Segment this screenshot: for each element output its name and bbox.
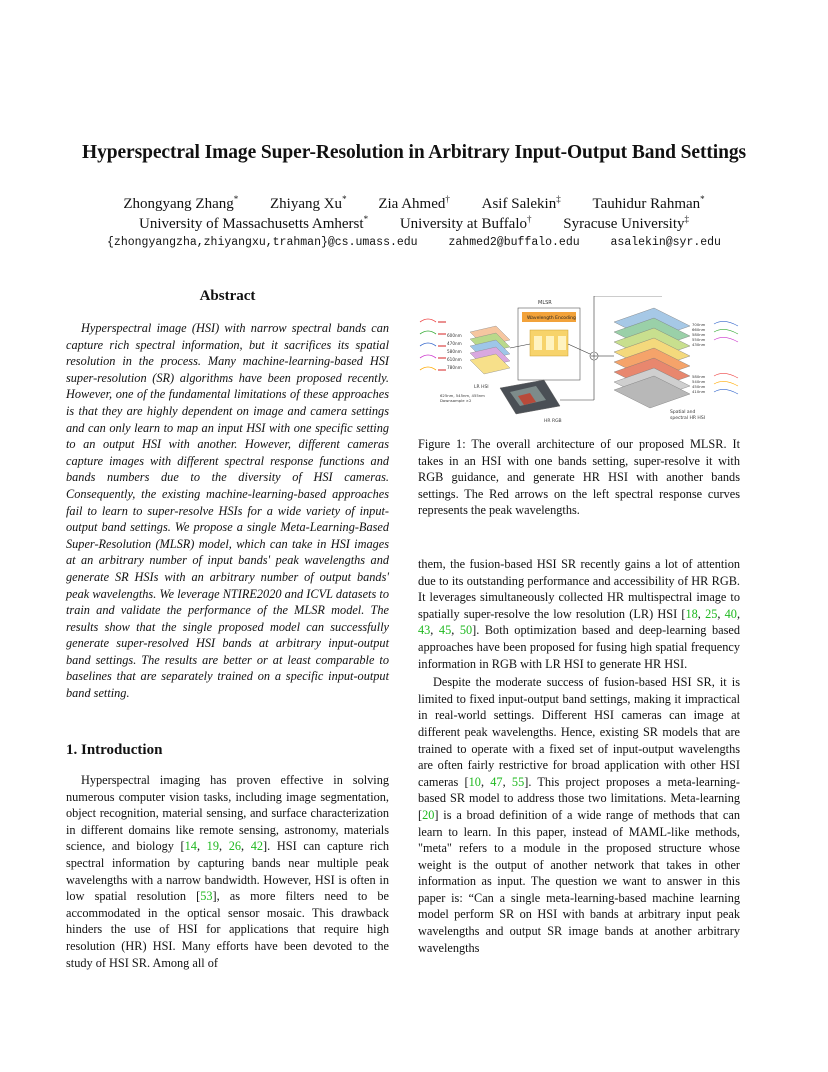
- citation-link[interactable]: 50: [459, 623, 473, 638]
- band-label: 430nm: [692, 342, 706, 347]
- author-list: [60, 194, 768, 213]
- band-label: 550nm: [692, 337, 706, 342]
- hr-rgb-image: [500, 380, 560, 414]
- citation-link[interactable]: 47: [490, 774, 503, 789]
- mlsr-label: MLSR: [538, 300, 552, 306]
- abstract-heading: Abstract: [199, 288, 256, 304]
- citation-link[interactable]: 20: [422, 807, 435, 822]
- paper-title: Hyperspectral Image Super-Resolution in Arbitrary Input-Output Band Settings: [82, 142, 746, 163]
- citation-link[interactable]: 26: [228, 839, 241, 854]
- affiliation-list: [60, 214, 768, 233]
- citation-link[interactable]: 43: [418, 623, 431, 638]
- band-label: 580nm: [447, 349, 462, 354]
- author: Zhongyang Zhang*: [123, 194, 239, 212]
- citation-link[interactable]: 10: [468, 774, 481, 789]
- band-label: 410nm: [692, 389, 706, 394]
- band-label: 700nm: [692, 322, 706, 327]
- citation-link[interactable]: 53: [200, 889, 213, 904]
- output-hsi-stack: [614, 308, 690, 408]
- lr-hsi-label: LR HSI: [474, 385, 489, 390]
- architecture-figure: [418, 296, 740, 426]
- band-label: 660nm: [692, 327, 706, 332]
- output-spectral-curves: [714, 321, 738, 394]
- author: Zia Ahmed†: [378, 194, 450, 212]
- band-label: 450nm: [692, 384, 706, 389]
- band-label: 540nm: [692, 379, 706, 384]
- lr-hsi-stack: [470, 326, 510, 374]
- citation-link[interactable]: 18: [685, 606, 698, 621]
- band-label: 580nm: [692, 374, 706, 379]
- encoding-label: Wavelength Encoding: [527, 316, 576, 321]
- figure-caption: Figure 1: The overall architecture of our proposed MLSR. It takes in an HSI with one bands setting, super-resolve it with RGB guidance, and generate HR HSI with another bands settings. The Red arrows on the left spectral response curves represents the peak wavelengths.: [418, 437, 740, 518]
- paragraph: Despite the moderate success of fusion-based HSI SR, it is limited to fixed input-output band settings, making it impractical in real-world settings. Different HSI cameras can image at different peak wavelengths. Hence, existing SR models that are trained to operate with a fixed set of input-output wavelengths are often fairly restrictive for broad application with other HSI cameras [10, 47, 55]. This project proposes a meta-learning-based SR model to address those two limitations. Meta-learning [20] is a broad definition of a wide range of methods that can learn to learn. In this paper, instead of MAML-like methods, "meta" refers to a module in the proposed structure whose weight is the output of another network that takes in other information as input. The question we want to answer in this paper is: “Can a single meta-learning-based machine learning model perform SR on HSI with bands at arbitrary input peak wavelengths and output SR image bands at another arbitrary wavelengths: [418, 675, 741, 955]
- affiliation: University of Massachusetts Amherst*: [139, 214, 369, 232]
- output-label: spectral HR HSI: [670, 416, 706, 421]
- email: zahmed2@buffalo.edu: [448, 236, 580, 249]
- citation-link[interactable]: 19: [206, 839, 219, 854]
- citation-link[interactable]: 45: [438, 623, 452, 638]
- spectral-response-curves: [420, 319, 446, 370]
- citation-link[interactable]: 25: [705, 606, 718, 621]
- band-label: 600nm: [447, 333, 462, 338]
- downsample-label: Downsample ×2: [440, 398, 472, 403]
- abstract-text: Hyperspectral image (HSI) with narrow spectral bands can capture rich spectral information, but it sacrifices its spatial resolution in the process. Many machine-learning-based HSI super-resolution (SR) algorithms have been proposed recently. However, one of the fundamental limitations of these approaches is that they are highly dependent on image and camera settings and can only learn to map an input HSI with one specific setting to an output HSI with another. However, different cameras capture images with different spectral response functions and bands numbers due to the diversity of HSI cameras. Consequently, the existing machine-learning-based approaches fail to learn to super-resolve HSIs for a wide variety of input-output band settings. We propose a single Meta-Learning-Based Super-Resolution (MLSR) model, which can take in HSI images at an arbitrary number of input bands' peak wavelengths and generate SR HSIs with an arbitrary number of output bands' peak wavelengths. We leverage NTIRE2020 and ICVL datasets to train and validate the performance of the MLSR model. The results show that the single proposed model can successfully generate super-resolved HSI bands at arbitrary input-output band settings. The results are better or at least comparable to baselines that are separately trained on a specific input-output band setting.: [66, 321, 389, 701]
- introduction-body: [66, 772, 389, 971]
- right-column-body: [418, 556, 740, 956]
- output-label: Spatial and: [670, 410, 696, 415]
- email-list: [60, 236, 768, 249]
- paragraph: Hyperspectral imaging has proven effective in solving numerous computer vision tasks, including image segmentation, object recognition, material sensing, and surface characterization in different domains like remote sensing, astronomy, materials science, and biology [14, 19, 26, 42]. HSI can capture rich spectral information by capturing bands near multiple peak wavelengths with a narrow bandwidth. However, HSI is often in low spatial resolution [53], as more filters need to be accommodated in the optical sensor mosaic. This drawback hinders the use of HSI for applications that require high resolution (HR) HSI. Many efforts have been devoted to the study of HSI SR. Among all of: [66, 773, 389, 970]
- hr-rgb-label: HR RGB: [544, 419, 562, 424]
- email: asalekin@syr.edu: [610, 236, 721, 249]
- citation-link[interactable]: 14: [184, 839, 197, 854]
- band-label: 470nm: [447, 341, 462, 346]
- abstract-body: [66, 320, 389, 702]
- citation-link[interactable]: 42: [250, 839, 264, 854]
- email: {zhongyangzha,zhiyangxu,trahman}@cs.umass.edu: [107, 236, 418, 249]
- author: Asif Salekin‡: [481, 194, 561, 212]
- band-label: 580nm: [692, 332, 706, 337]
- author: Zhiyang Xu*: [269, 194, 347, 212]
- affiliation: Syracuse University‡: [563, 214, 689, 232]
- affiliation: University at Buffalo†: [399, 214, 532, 232]
- citation-link[interactable]: 40: [724, 606, 737, 621]
- band-label: 780nm: [447, 365, 462, 370]
- author: Tauhidur Rahman*: [592, 194, 705, 212]
- citation-link[interactable]: 55: [511, 774, 525, 789]
- paragraph: them, the fusion-based HSI SR recently gains a lot of attention due to its outstanding performance and accessibility of HR RGB. It leverages simultaneously collected HR multispectral image to spatially super-resolve the low resolution (LR) HSI [18, 25, 40, 43, 45, 50]. Both optimization based and deep-learning based approaches have been proposed for fusing high spatial frequency information in RGB with LR HSI to generate HR HSI.: [418, 557, 741, 671]
- section-heading-introduction: 1. Introduction: [66, 742, 163, 758]
- band-label: 610nm: [447, 357, 462, 362]
- lr-note: 625nm, 545nm, 455nm: [440, 393, 485, 398]
